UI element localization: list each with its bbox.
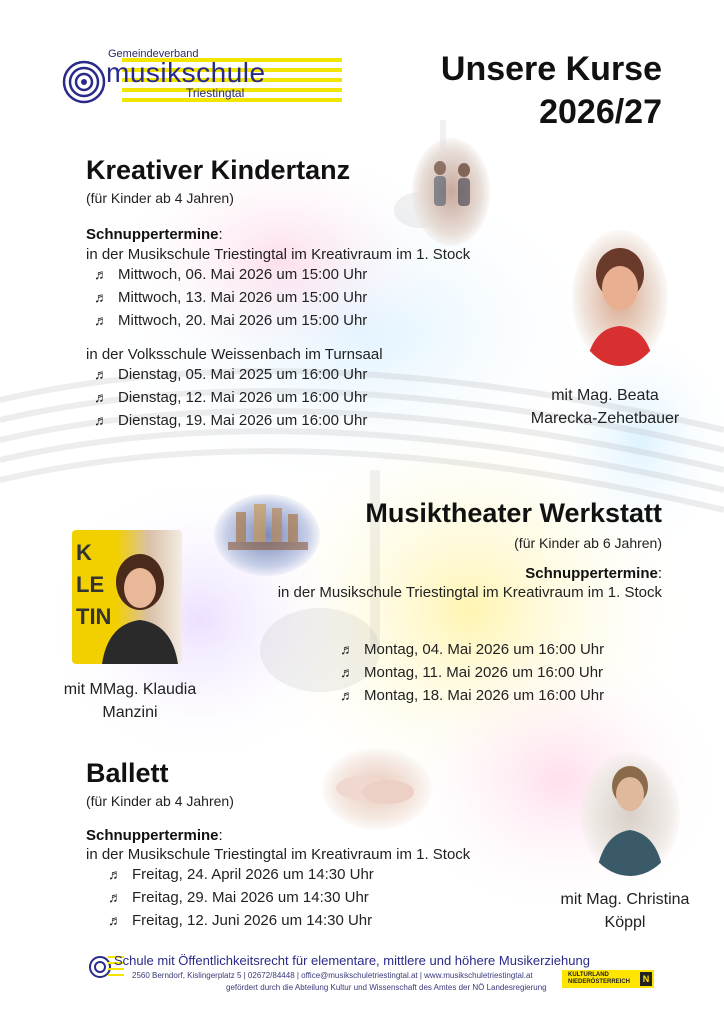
spiral-logo-icon <box>62 56 110 104</box>
teacher-photo-klaudia <box>72 530 182 664</box>
teacher-klaudia: mit MMag. Klaudia Manzini <box>63 681 197 721</box>
list-item: ♬ Freitag, 24. April 2026 um 14:30 Uhr <box>108 863 556 886</box>
course-title: Kreativer Kindertanz <box>86 155 351 185</box>
music-note-icon: ♬ <box>108 889 122 905</box>
list-item: ♬ Montag, 11. Mai 2026 um 16:00 Uhr <box>340 661 604 684</box>
schnupper-label: Schnuppertermine: <box>86 827 223 844</box>
kulturland-logo: KULTURLAND NIEDERÖSTERREICH N <box>562 970 654 988</box>
date-list <box>340 638 604 707</box>
list-item: ♬ Mittwoch, 06. Mai 2026 um 15:00 Uhr <box>94 263 556 286</box>
music-note-icon: ♬ <box>108 912 122 928</box>
dance-photo <box>412 138 490 246</box>
musikschule-logo <box>62 48 352 108</box>
music-note-icon: ♬ <box>108 866 122 882</box>
teacher-photo-beata <box>572 230 668 366</box>
list-item: ♬ Mittwoch, 20. Mai 2026 um 15:00 Uhr <box>94 309 556 332</box>
location-text: in der Musikschule Triestingtal im Kreativraum im 1. Stock <box>277 584 662 601</box>
schnupper-label: Schnuppertermine: <box>86 226 223 243</box>
footer-funding: gefördert durch die Abteilung Kultur und Wissenschaft des Amtes der NÖ Landesregierung <box>226 983 547 992</box>
footer-address: 2560 Berndorf, Kislingerplatz 5 | 02672/84448 | office@musikschuletriestingtal.at | www.musikschuletriestingtal.at <box>132 971 533 980</box>
list-item: ♬ Montag, 04. Mai 2026 um 16:00 Uhr <box>340 638 604 661</box>
music-note-icon: ♬ <box>340 641 354 657</box>
location-text: in der Musikschule Triestingtal im Kreativraum im 1. Stock <box>86 846 471 863</box>
ballet-shoes-photo <box>322 748 432 830</box>
music-note-icon: ♬ <box>94 289 108 305</box>
location-text: in der Volksschule Weissenbach im Turnsaal <box>86 346 383 363</box>
music-note-icon: ♬ <box>94 412 108 428</box>
list-item: ♬ Freitag, 29. Mai 2026 um 14:30 Uhr <box>108 886 556 909</box>
logo-verband: Gemeindeverband <box>108 48 199 60</box>
music-note-icon: ♬ <box>94 312 108 328</box>
course-age: (für Kinder ab 4 Jahren) <box>86 190 234 206</box>
teacher-beata: mit Mag. Beata Marecka-Zehetbauer <box>530 387 680 427</box>
theater-photo <box>214 494 320 576</box>
teacher-photo-christina <box>580 752 680 876</box>
list-item: ♬ Dienstag, 05. Mai 2025 um 16:00 Uhr <box>94 363 556 386</box>
music-note-icon: ♬ <box>340 687 354 703</box>
list-item: ♬ Montag, 18. Mai 2026 um 16:00 Uhr <box>340 684 604 707</box>
logo-sub: Triestingtal <box>186 86 245 100</box>
list-item: ♬ Mittwoch, 13. Mai 2026 um 15:00 Uhr <box>94 286 556 309</box>
list-item: ♬ Freitag, 12. Juni 2026 um 14:30 Uhr <box>108 909 556 932</box>
location-text: in der Musikschule Triestingtal im Kreativraum im 1. Stock <box>86 246 471 263</box>
page-title <box>441 48 662 134</box>
footer-title: Schule mit Öffentlichkeitsrecht für elementare, mittlere und höhere Musikerziehung <box>114 953 590 968</box>
teacher-christina: mit Mag. Christina Köppl <box>560 891 690 931</box>
background-lettering: K <box>76 540 92 565</box>
course-age: (für Kinder ab 4 Jahren) <box>86 793 234 809</box>
course-title: Musiktheater Werkstatt <box>365 498 662 528</box>
course-age: (für Kinder ab 6 Jahren) <box>514 535 662 551</box>
page-title-line1: Unsere Kurse <box>440 50 662 88</box>
page-title-line2: 2026/27 <box>539 93 662 131</box>
date-list <box>94 263 556 332</box>
logo-name: musikschule <box>106 57 266 88</box>
date-list <box>94 363 556 432</box>
date-list <box>108 863 556 932</box>
course-ballett <box>86 758 556 932</box>
music-note-icon: ♬ <box>94 266 108 282</box>
music-note-icon: ♬ <box>94 366 108 382</box>
background-lettering: TIN <box>76 604 112 629</box>
music-note-icon: ♬ <box>340 664 354 680</box>
list-item: ♬ Dienstag, 19. Mai 2026 um 16:00 Uhr <box>94 409 556 432</box>
course-title: Ballett <box>86 758 169 788</box>
music-note-icon: ♬ <box>94 389 108 405</box>
background-lettering: LE <box>76 572 105 597</box>
schnupper-label: Schnuppertermine: <box>525 565 662 582</box>
list-item: ♬ Dienstag, 12. Mai 2026 um 16:00 Uhr <box>94 386 556 409</box>
